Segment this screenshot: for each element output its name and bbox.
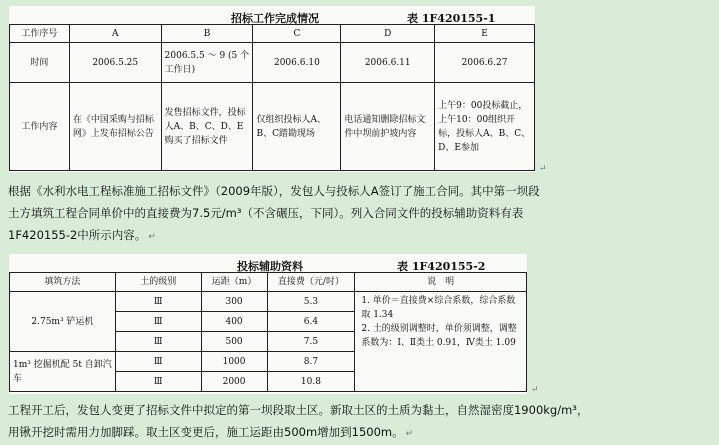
paragraph1-line: 根据《水利水电工程标准施工招标文件》（2009年版），发包人与投标人A签订了施工合同。其中第一坝段 bbox=[8, 184, 540, 198]
table-cell: Ⅲ bbox=[115, 312, 201, 332]
table-cell: Ⅲ bbox=[115, 292, 201, 312]
table-cell: 500 bbox=[201, 332, 267, 352]
table-cell: 2000 bbox=[201, 372, 267, 392]
table-header-cell: 说 明 bbox=[355, 273, 527, 292]
table-cell: 在《中国采购与招标网》上发布招标公告 bbox=[69, 83, 161, 171]
table-cell: 400 bbox=[201, 312, 267, 332]
table-header-cell: A bbox=[69, 25, 161, 43]
table2-header bbox=[9, 254, 527, 272]
table-cell: 10.8 bbox=[267, 372, 355, 392]
table-cell: 电话通知删除招标文件中坝前护坡内容 bbox=[341, 83, 435, 171]
paragraph-mark: ↵ bbox=[531, 385, 539, 395]
paragraph-mark: ↵ bbox=[405, 429, 414, 439]
table-header-cell: 工作序号 bbox=[10, 25, 70, 43]
table-row bbox=[10, 292, 527, 312]
table1-title: 招标工作完成情况 bbox=[231, 12, 319, 25]
table2-number: 表 1F420155-2 bbox=[397, 260, 486, 273]
table-row bbox=[10, 83, 535, 171]
table-header-cell: E bbox=[435, 25, 535, 43]
paragraph-mark: ↵ bbox=[539, 164, 547, 174]
table-header-cell: 填筑方法 bbox=[10, 273, 116, 292]
table-cell: Ⅲ bbox=[115, 332, 201, 352]
table-header-cell: 土的级别 bbox=[115, 273, 201, 292]
table-cell: 仅组织投标人A、B、C踏勘现场 bbox=[253, 83, 341, 171]
table-cell: 上午9：00投标截止，上午10：00组织开标，投标人A、B、C、D、E参加 bbox=[435, 83, 535, 171]
method-cell: 1m³ 挖掘机配 5t 自卸汽车 bbox=[10, 352, 116, 392]
notes-cell bbox=[355, 292, 527, 392]
table-cell: 5.3 bbox=[267, 292, 355, 312]
table1 bbox=[9, 24, 535, 171]
table-header-cell: C bbox=[253, 25, 341, 43]
method-cell: 2.75m³ 铲运机 bbox=[10, 292, 116, 352]
table2-figure bbox=[9, 254, 527, 394]
table-cell: 1000 bbox=[201, 352, 267, 372]
row-label-content: 工作内容 bbox=[10, 83, 70, 171]
table-cell: 8.7 bbox=[267, 352, 355, 372]
table-cell: 2006.5.5 ～ 9 (5 个工作日) bbox=[161, 43, 253, 83]
table-row bbox=[10, 25, 535, 43]
paragraph2-line: 工程开工后，发包人变更了招标文件中拟定的第一坝段取土区。新取土区的土质为黏土，自然湿密度1900kg/m³， bbox=[8, 403, 589, 417]
table-cell: 6.4 bbox=[267, 312, 355, 332]
table-cell: 2006.6.11 bbox=[341, 43, 435, 83]
paragraph1-line: 土方填筑工程合同单价中的直接费为7.5元/m³（不含碾压，下同）。列入合同文件的投标辅助资料有表 bbox=[8, 206, 524, 220]
paragraph2-line: 用锹开挖时需用力加脚踩。取土区变更后，施工运距由500m增加到1500m。 ↵ bbox=[8, 425, 414, 439]
table-cell: Ⅲ bbox=[115, 352, 201, 372]
note-line: 1. 单价＝直接费×综合系数，综合系数取 1.34 bbox=[361, 296, 516, 320]
table-header-cell: 直接费（元/时） bbox=[267, 273, 355, 292]
table-header-cell: D bbox=[341, 25, 435, 43]
paragraph-mark: ↵ bbox=[148, 232, 156, 242]
paragraph2 bbox=[8, 399, 588, 445]
table-header-cell: 运距（m） bbox=[201, 273, 267, 292]
paragraph1-line: 1F420155-2中所示内容。 ↵ bbox=[8, 228, 156, 242]
table-row bbox=[10, 273, 527, 292]
table-header-cell: B bbox=[161, 25, 253, 43]
table1-header bbox=[9, 6, 535, 24]
table-cell: 发售招标文件，投标人A、B、C、D、E购买了招标文件 bbox=[161, 83, 253, 171]
table2-title: 投标辅助资料 bbox=[237, 260, 303, 273]
paragraph1 bbox=[8, 180, 540, 248]
note-line: 2. 土的级别调整时，单价须调整，调整系数为：Ⅰ、Ⅱ类土 0.91，Ⅳ类土 1.09 bbox=[361, 324, 517, 348]
table2 bbox=[9, 272, 527, 392]
table-cell: 2006.6.27 bbox=[435, 43, 535, 83]
table1-figure bbox=[9, 6, 535, 172]
row-label-time: 时间 bbox=[10, 43, 70, 83]
table-cell: 2006.6.10 bbox=[253, 43, 341, 83]
table-cell: Ⅲ bbox=[115, 372, 201, 392]
table-cell: 2006.5.25 bbox=[69, 43, 161, 83]
table-row bbox=[10, 43, 535, 83]
table-cell: 7.5 bbox=[267, 332, 355, 352]
table-cell: 300 bbox=[201, 292, 267, 312]
table1-number: 表 1F420155-1 bbox=[407, 12, 496, 25]
